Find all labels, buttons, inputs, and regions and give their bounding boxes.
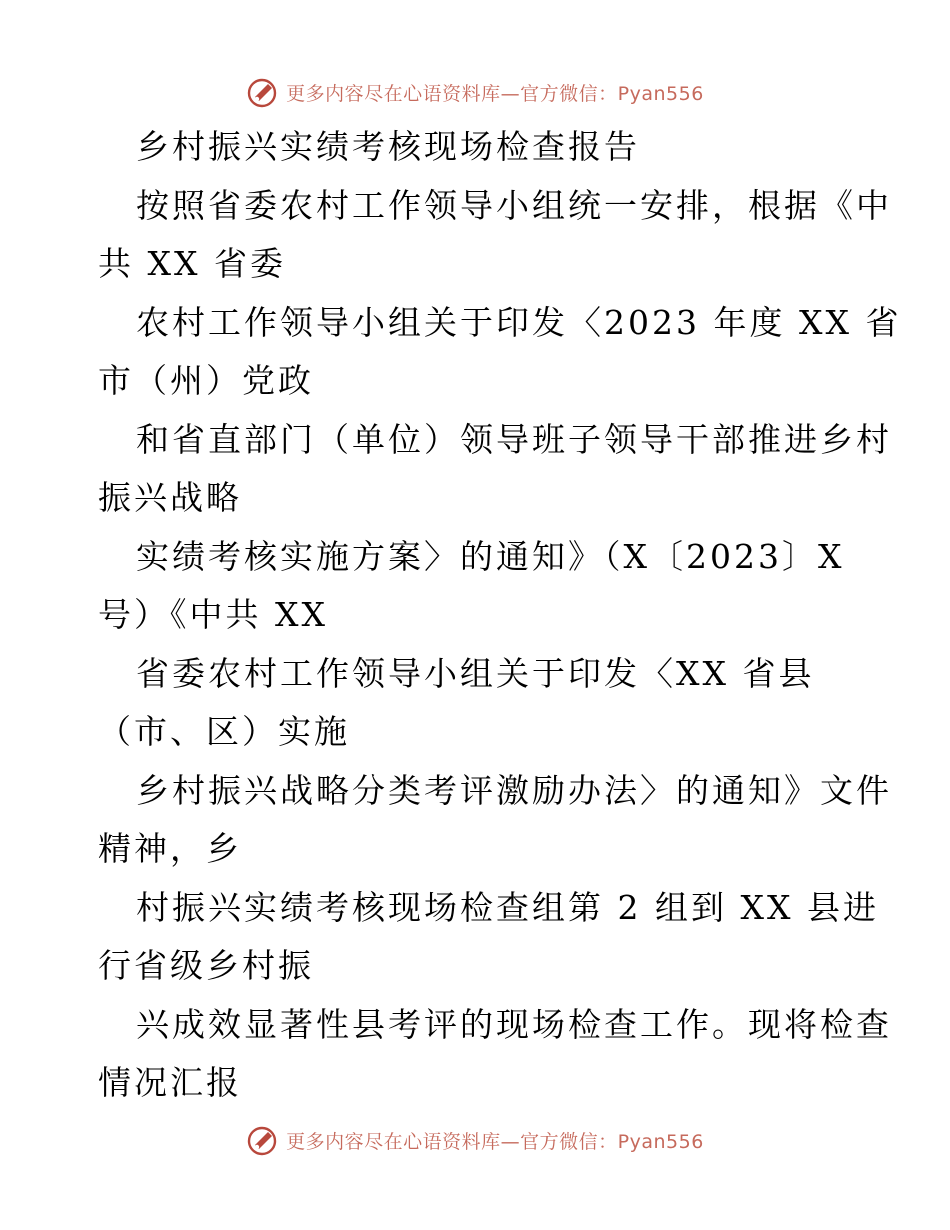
doc-line: 村振兴实绩考核现场检查组第 2 组到 XX 县进: [136, 887, 879, 927]
doc-line: 市（州）党政: [98, 361, 314, 400]
doc-line: 情况汇报: [98, 1063, 242, 1102]
logo-icon: [246, 1123, 280, 1157]
watermark-header: [0, 70, 950, 114]
doc-line: 实绩考核实施方案〉的通知》（X〔2023〕X: [136, 536, 845, 576]
doc-line: 省委农村工作领导小组关于印发〈XX 省县: [136, 653, 815, 693]
doc-line: 行省级乡村振: [98, 946, 314, 985]
doc-line: 乡村振兴实绩考核现场检查报告: [136, 127, 640, 166]
doc-line: 共 XX 省委: [98, 244, 286, 283]
document-body: [98, 118, 902, 1113]
doc-line: 乡村振兴战略分类考评激励办法〉的通知》文件: [136, 770, 892, 810]
doc-line: 按照省委农村工作领导小组统一安排，根据《中: [136, 185, 892, 225]
doc-line: （市、区）实施: [98, 712, 350, 751]
logo-icon: [246, 75, 280, 109]
watermark-text: 更多内容尽在心语资料库—官方微信：Pyan556: [286, 1130, 704, 1153]
doc-line: 精神，乡: [98, 829, 242, 868]
doc-line: 和省直部门（单位）领导班子领导干部推进乡村: [136, 419, 892, 459]
watermark-footer: [0, 1118, 950, 1162]
doc-line: 号）《中共 XX: [98, 595, 328, 634]
doc-line: 农村工作领导小组关于印发〈2023 年度 XX 省: [136, 302, 902, 342]
watermark-text: 更多内容尽在心语资料库—官方微信：Pyan556: [286, 82, 704, 105]
doc-line: 振兴战略: [98, 478, 242, 517]
doc-line: 兴成效显著性县考评的现场检查工作。现将检查: [136, 1004, 892, 1044]
